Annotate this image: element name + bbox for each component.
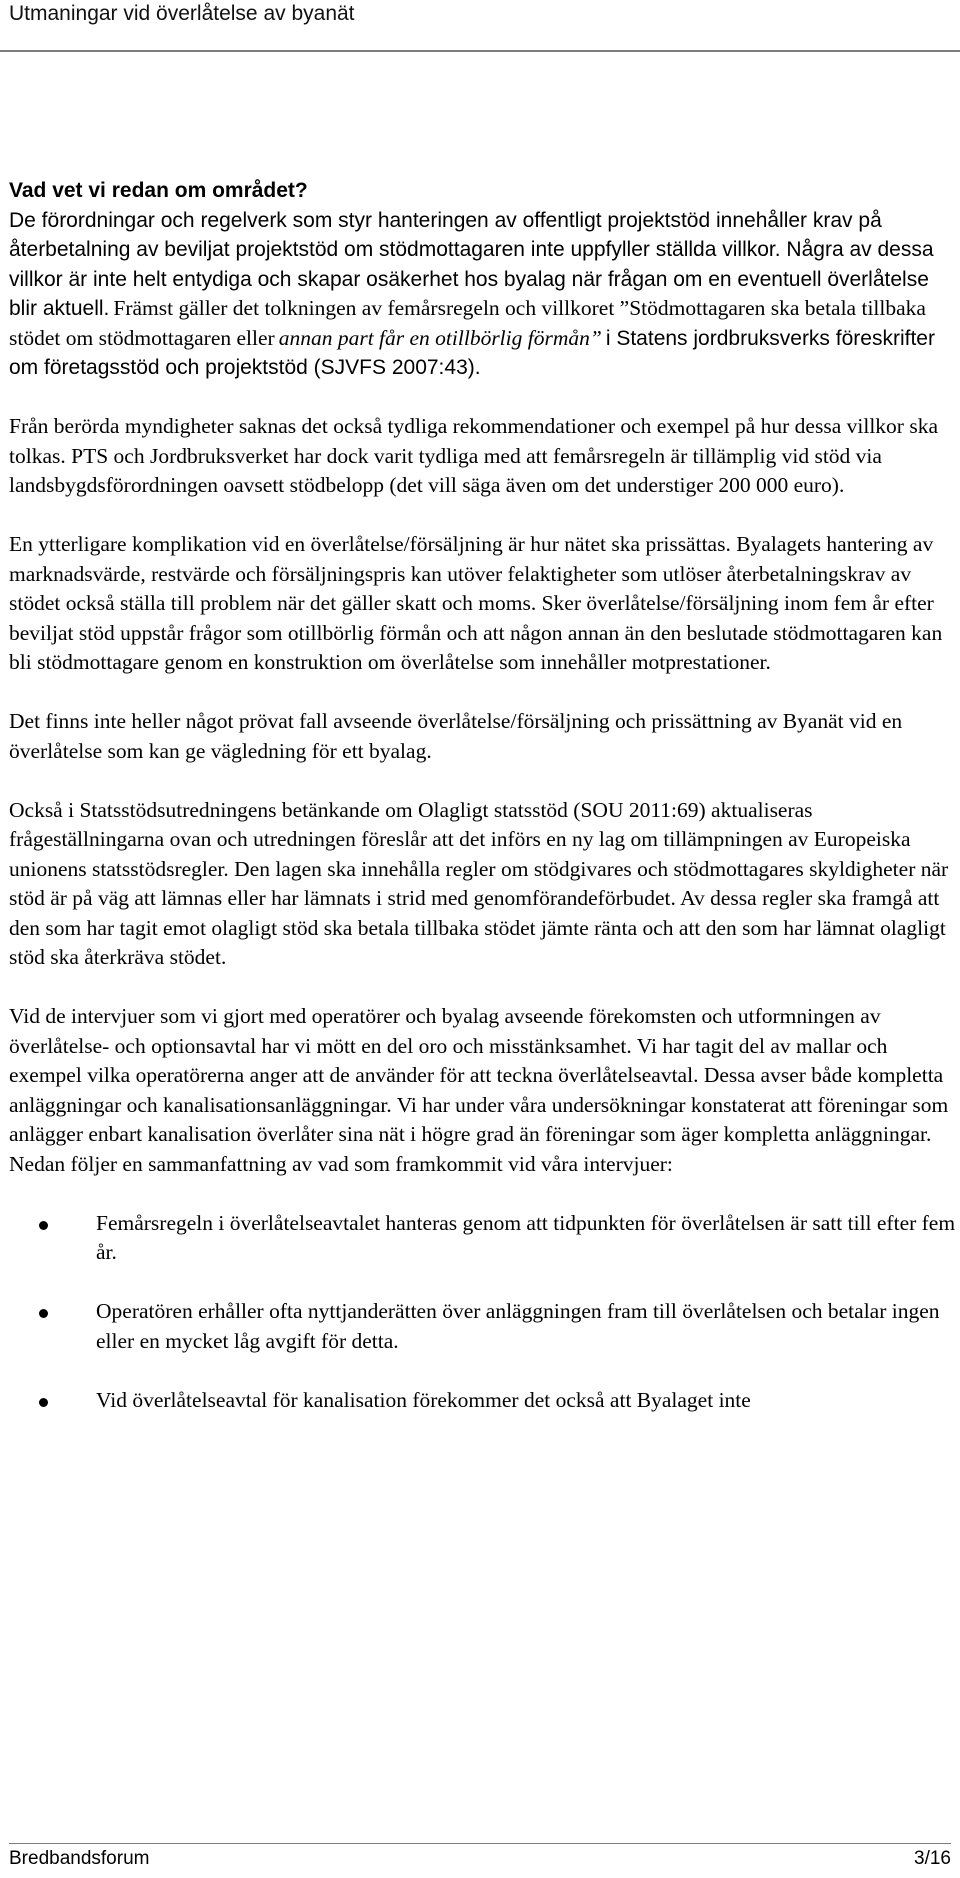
list-item [9,1297,959,1356]
paragraph-1-part-c: i Statens jordbruksverks föreskrifter om företagsstöd och projektstöd (SJVFS 2007:43). [9,326,935,379]
paragraph-3: En ytterligare komplikation vid en överlåtelse/försäljning är hur nätet ska prissättas. Byalagets hantering av marknadsvärde, restvärde och försäljningspris kan utöver felaktigheter som utlöser återbetalningskrav av stödet också ställa till problem när det gäller skatt och moms. Sker överlåtelse/försäljning inom fem år efter beviljat stöd uppstår frågor som otillbörlig förmån och att någon annan än den beslutade stödmottagaren kan bli stödmottagare genom en konstruktion om överlåtelse som innehåller motprestationer. [9,532,943,674]
list-item [9,1209,959,1268]
list-item-text: Operatören erhåller ofta nyttjanderätten över anläggningen fram till överlåtelsen och betalar ingen eller en mycket låg avgift för detta. [96,1299,940,1353]
bullet-icon [39,1309,48,1318]
paragraph-5: Också i Statsstödsutredningens betänkande om Olagligt statsstöd (SOU 2011:69) aktualiseras frågeställningarna ovan och utredningen föreslår att det införs en ny lag om tillämpningen av Europeiska unionens statsstödsregler. Den lagen ska innehålla regler om stödgivares och stödmottagares skyldigheter när stöd är på väg att lämnas eller har lämnats i strid med genomförandeförbudet. Av dessa regler ska framgå att den som har tagit emot olagligt stöd ska betala tillbaka stödet jämte ränta och att den som har lämnat olagligt stöd ska återkräva stödet. [9,797,949,969]
list-item-text: Vid överlåtelseavtal för kanalisation förekommer det också att Byalaget inte [96,1387,751,1412]
list-item-text: Femårsregeln i överlåtelseavtalet hanteras genom att tidpunkten för överlåtelsen är satt till efter fem år. [96,1210,956,1264]
header-divider [0,50,960,52]
bullet-list [9,1209,959,1416]
section-heading: Vad vet vi redan om området? [9,179,308,202]
footer-divider [9,1843,951,1844]
paragraph-1 [9,206,959,383]
bullet-icon [39,1221,48,1230]
paragraph-4: Det finns inte heller något prövat fall avseende överlåtelse/försäljning och prissättning av Byanät vid en överlåtelse som kan ge vägledning för ett byalag. [9,709,903,763]
document-header [0,0,960,50]
page-number: 3/16 [914,1848,951,1869]
list-item [9,1386,959,1416]
paragraph-1-part-b: Främst gäller det tolkningen av femårsregeln och villkoret ”Stödmottagaren ska betala tillbaka stödet om stödmottagaren eller [9,296,926,350]
paragraph-6: Vid de intervjuer som vi gjort med operatörer och byalag avseende förekomsten och utformningen av överlåtelse- och optionsavtal har vi mött en del oro och misstänksamhet. Vi har tagit del av mallar och exempel vilka operatörerna anger att de använder för att teckna överlåtelseavtal. Dessa avser både kompletta anläggningar och kanalisationsanläggningar. Vi har under våra undersökningar konstaterat att föreningar som anlägger enbart kanalisation överlåter sina nät i högre grad än föreningar som äger kompletta anläggningar. Nedan följer en sammanfattning av vad som framkommit vid våra intervjuer: [9,1004,949,1176]
paragraph-2: Från berörda myndigheter saknas det också tydliga rekommendationer och exempel på hur dessa villkor ska tolkas. PTS och Jordbruksverket har dock varit tydliga med att femårsregeln är tillämplig vid stöd via landsbygdsförordningen oavsett stödbelopp (det vill säga även om det understiger 200 000 euro). [9,414,938,497]
document-body [9,176,959,1445]
paragraph-1-part-a: De förordningar och regelverk som styr hanteringen av offentligt projektstöd innehåller krav på återbetalning av beviljat projektstöd om stödmottagaren inte uppfyller ställda villkor. Några av dessa villkor är inte helt entydiga och skapar osäkerhet hos byalag när frågan om en eventuell överlåtelse blir aktuell. [9,208,934,320]
paragraph-1-quote: annan part får en otillbörlig förmån” [278,325,602,350]
footer-organization: Bredbandsforum [9,1848,150,1869]
bullet-icon [39,1398,48,1407]
page-footer [9,1848,951,1874]
document-title: Utmaningar vid överlåtelse av byanät [9,2,355,25]
